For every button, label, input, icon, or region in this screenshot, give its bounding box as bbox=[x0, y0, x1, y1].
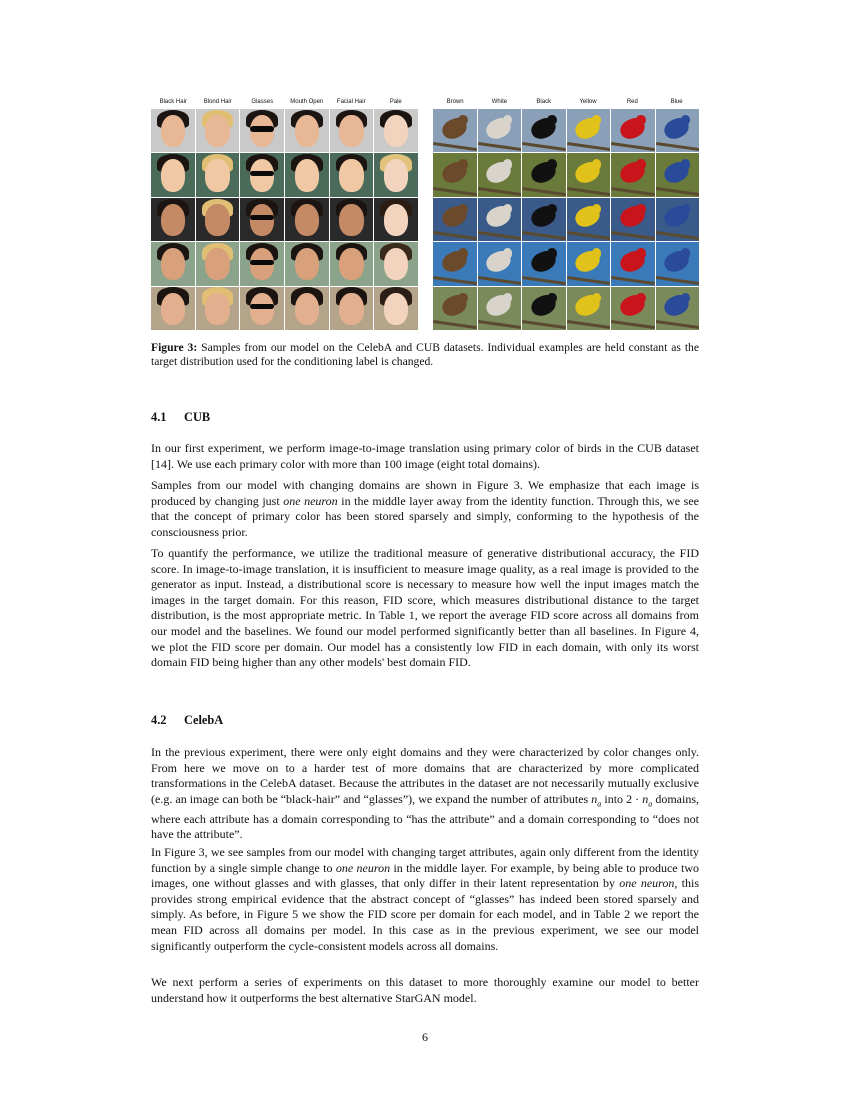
bird-image bbox=[611, 242, 655, 285]
bird-head-shape bbox=[592, 159, 602, 169]
paragraph-text: Samples from our model with changing domains are shown in Figure 3. We emphasize that each image is produced by changing just one neuron in the middle layer away from the identity function. Through this, we see that the concept of primary color has been stored sparsely and simply, conforming to the hypothesis of the consciousness prior. bbox=[151, 478, 699, 539]
bird-head-shape bbox=[547, 248, 557, 258]
bird-head-shape bbox=[681, 248, 691, 258]
face-shape bbox=[161, 293, 185, 325]
face-image bbox=[151, 153, 195, 196]
bird-image bbox=[522, 242, 566, 285]
birds-label: Brown bbox=[446, 99, 464, 105]
face-shape bbox=[295, 248, 319, 280]
bird-image bbox=[433, 287, 477, 330]
bird-head-shape bbox=[636, 204, 646, 214]
face-shape bbox=[205, 204, 229, 236]
bird-image bbox=[567, 109, 611, 152]
bird-head-shape bbox=[547, 204, 557, 214]
bird-image bbox=[522, 153, 566, 196]
face-shape bbox=[161, 159, 185, 191]
bird-head-shape bbox=[681, 159, 691, 169]
bird-image bbox=[478, 287, 522, 330]
face-image bbox=[196, 287, 240, 330]
bird-image bbox=[656, 109, 700, 152]
caption-text: Samples from our model on the CelebA and CUB datasets. Individual examples are held constant as the target distribution used for the conditioning label is changed. bbox=[151, 341, 699, 368]
paragraph bbox=[151, 745, 699, 843]
face-image bbox=[374, 109, 418, 152]
bird-head-shape bbox=[592, 248, 602, 258]
bird-image bbox=[433, 109, 477, 152]
faces-label: Pale bbox=[389, 99, 402, 105]
face-shape bbox=[205, 115, 229, 147]
face-image bbox=[240, 242, 284, 285]
bird-head-shape bbox=[636, 159, 646, 169]
face-image bbox=[330, 287, 374, 330]
face-shape bbox=[339, 115, 363, 147]
bird-image bbox=[567, 242, 611, 285]
face-image bbox=[374, 287, 418, 330]
section-number: 4.2 bbox=[151, 713, 167, 727]
face-image bbox=[196, 109, 240, 152]
birds-column-labels bbox=[433, 99, 699, 109]
face-image bbox=[374, 242, 418, 285]
bird-image bbox=[433, 242, 477, 285]
birds-label: Yellow bbox=[579, 99, 597, 105]
glasses-shape bbox=[250, 215, 274, 220]
faces-label: Black Hair bbox=[159, 99, 187, 105]
bird-image bbox=[656, 287, 700, 330]
bird-head-shape bbox=[547, 159, 557, 169]
face-shape bbox=[295, 115, 319, 147]
bird-head-shape bbox=[458, 159, 468, 169]
face-image bbox=[285, 198, 329, 241]
face-shape bbox=[384, 293, 408, 325]
face-image bbox=[151, 287, 195, 330]
birds-label: Red bbox=[626, 99, 638, 105]
birds-label: White bbox=[491, 99, 508, 105]
face-shape bbox=[339, 248, 363, 280]
face-shape bbox=[205, 248, 229, 280]
face-image bbox=[240, 198, 284, 241]
faces-column-labels bbox=[151, 99, 418, 109]
face-shape bbox=[384, 248, 408, 280]
bird-image bbox=[567, 198, 611, 241]
face-shape bbox=[161, 248, 185, 280]
face-image bbox=[196, 242, 240, 285]
bird-image bbox=[478, 109, 522, 152]
paragraph: In our first experiment, we perform image-to-image translation using primary color of birds in the CUB dataset [14]. We use each primary color with more than 100 image (eight total domains). bbox=[151, 441, 699, 471]
face-shape bbox=[161, 115, 185, 147]
bird-head-shape bbox=[636, 248, 646, 258]
bird-head-shape bbox=[458, 248, 468, 258]
glasses-shape bbox=[250, 171, 274, 176]
cub-image-grid bbox=[433, 109, 699, 330]
bird-image bbox=[611, 287, 655, 330]
section-title: CelebA bbox=[184, 713, 224, 727]
face-image bbox=[151, 198, 195, 241]
bird-image bbox=[567, 153, 611, 196]
face-image bbox=[196, 198, 240, 241]
paragraph bbox=[151, 478, 699, 540]
face-image bbox=[196, 153, 240, 196]
bird-image bbox=[567, 287, 611, 330]
face-image bbox=[240, 109, 284, 152]
bird-head-shape bbox=[636, 293, 646, 303]
face-shape bbox=[384, 159, 408, 191]
bird-image bbox=[611, 109, 655, 152]
face-image bbox=[285, 242, 329, 285]
glasses-shape bbox=[250, 126, 274, 131]
figure-caption bbox=[151, 341, 699, 369]
celeba-image-grid bbox=[151, 109, 418, 330]
bird-image bbox=[478, 153, 522, 196]
bird-head-shape bbox=[547, 293, 557, 303]
face-shape bbox=[339, 204, 363, 236]
face-image bbox=[330, 242, 374, 285]
bird-head-shape bbox=[503, 248, 513, 258]
face-image bbox=[285, 153, 329, 196]
face-image bbox=[240, 153, 284, 196]
face-image bbox=[285, 287, 329, 330]
face-shape bbox=[339, 293, 363, 325]
face-image bbox=[151, 109, 195, 152]
face-shape bbox=[161, 204, 185, 236]
bird-head-shape bbox=[458, 204, 468, 214]
caption-label: Figure 3: bbox=[151, 341, 198, 354]
bird-image bbox=[478, 198, 522, 241]
glasses-shape bbox=[250, 260, 274, 265]
bird-image bbox=[478, 242, 522, 285]
bird-image bbox=[433, 198, 477, 241]
faces-label: Facial Hair bbox=[336, 99, 366, 105]
section-title: CUB bbox=[184, 410, 211, 424]
paragraph-text: In Figure 3, we see samples from our model with changing target attributes, again only different from the identity function by a single simple change to one neuron in the middle layer. For example, by being able to produce two images, one without glasses and with glasses, that only differ in their latent representation by one neuron, this provides strong empirical evidence that the abstract concept of “glasses” has indeed been stored sparsely and simply. As before, in Figure 5 we show the FID score per domain for each model, and in Table 2 we report the mean FID across all domains per model. In this case as in the previous experiment, we see our model significantly outperform the cycle-consistent models across all domains. bbox=[151, 845, 699, 953]
face-image bbox=[330, 153, 374, 196]
paragraph-text: In the previous experiment, there were only eight domains and they were characterized by color changes only. From here we move on to a harder test of more domains that are characterized by more complicated transformations in the CelebA dataset. Because the attributes in the dataset are not necessarily mutually exclusive (e.g. an image can both be “black-hair” and “glasses”), we expand the number of attributes $n_a$ into $2 \cdot n_a$ domains, where each attribute has a domain corresponding to “has the attribute” and a domain corresponding to “does not have the attribute”. bbox=[151, 745, 699, 842]
faces-label: Mouth Open bbox=[290, 99, 324, 105]
bird-image bbox=[433, 153, 477, 196]
bird-image bbox=[656, 153, 700, 196]
paragraph: We next perform a series of experiments on this dataset to more thoroughly examine our model to better understand how it outperforms the best alternative StarGAN model. bbox=[151, 975, 699, 1005]
bird-head-shape bbox=[503, 159, 513, 169]
birds-label: Black bbox=[536, 99, 552, 105]
face-shape bbox=[205, 159, 229, 191]
face-image bbox=[330, 109, 374, 152]
bird-image bbox=[656, 242, 700, 285]
face-shape bbox=[295, 204, 319, 236]
bird-image bbox=[522, 198, 566, 241]
figure-3 bbox=[151, 99, 699, 331]
face-image bbox=[285, 109, 329, 152]
face-shape bbox=[205, 293, 229, 325]
birds-label: Blue bbox=[670, 99, 683, 105]
bird-image bbox=[656, 198, 700, 241]
face-shape bbox=[339, 159, 363, 191]
face-shape bbox=[295, 159, 319, 191]
face-image bbox=[330, 198, 374, 241]
face-image bbox=[374, 153, 418, 196]
face-image bbox=[151, 242, 195, 285]
paragraph: To quantify the performance, we utilize the traditional measure of generative distributional accuracy, the FID score. In image-to-image translation, it is insufficient to measure image quality, as a real image is provided to the generator as input. Instead, a distributional score is necessary to measure how well the input images match the images in the target domain. For this reason, FID score, which measures distributional distance to the target distribution, is the most appropriate metric. In Table 1, we report the average FID score across all domains from our model and the baselines. We found our model performed significantly better than all baselines. In Figure 4, we plot the FID score per domain. Our model has a consistently low FID in each domain, with only its worst domain FID being higher than any other models' best domain FID. bbox=[151, 546, 699, 670]
bird-image bbox=[522, 109, 566, 152]
bird-image bbox=[611, 198, 655, 241]
section-heading-cub bbox=[151, 410, 210, 425]
bird-head-shape bbox=[458, 293, 468, 303]
face-shape bbox=[295, 293, 319, 325]
paragraph bbox=[151, 845, 699, 954]
bird-image bbox=[611, 153, 655, 196]
section-heading-celeba bbox=[151, 713, 223, 728]
face-image bbox=[240, 287, 284, 330]
face-shape bbox=[384, 115, 408, 147]
faces-label: Blond Hair bbox=[203, 99, 232, 105]
page-number: 6 bbox=[422, 1030, 428, 1044]
face-shape bbox=[384, 204, 408, 236]
face-image bbox=[374, 198, 418, 241]
faces-label: Glasses bbox=[251, 99, 274, 105]
bird-image bbox=[522, 287, 566, 330]
glasses-shape bbox=[250, 304, 274, 309]
section-number: 4.1 bbox=[151, 410, 167, 424]
